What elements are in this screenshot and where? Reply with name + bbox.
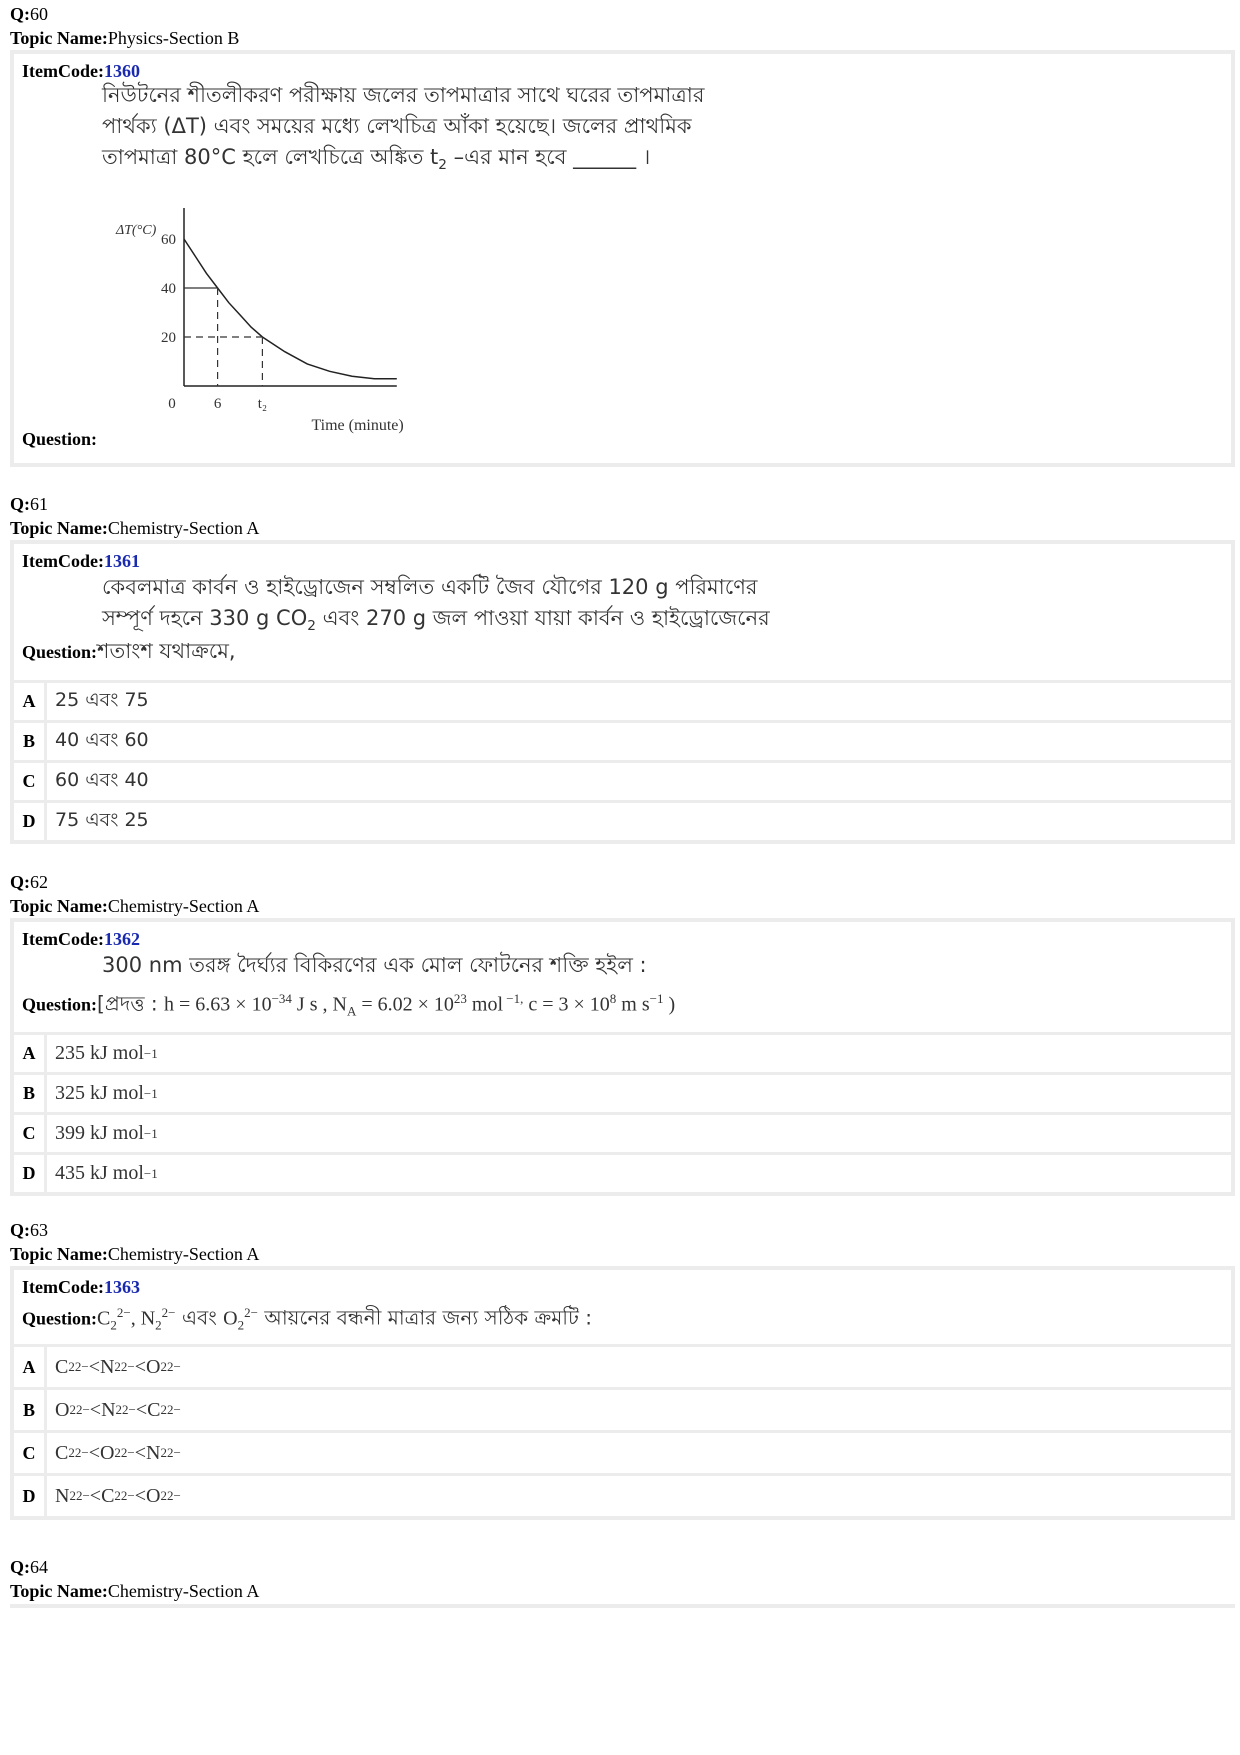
x-tick-label: 6 xyxy=(213,396,222,412)
question-60-card xyxy=(10,50,1235,467)
question-61-card: ItemCode:1361 কেবলমাত্র কার্বন ও হাইড্রোজেন সম্বলিত একটি জৈব যৌগের 120 g পরিমাণের সম্পূর্ণ দহনে 330 g $CO_2$ এবং 270 g জল পাওয়া যায়া কার্বন ও হাইড্রোজেনের Question:শতাংশ যথাক্রমে, A 25 এবং 75 B 40 এবং 60 C 60 এবং 40 D 75 এবং 25 xyxy=(10,540,1235,844)
option-b[interactable]: B O 2 2− < N 2 2− < C 2 2− xyxy=(14,1390,1231,1433)
y-axis-label: ΔT(°C) xyxy=(116,223,157,238)
itemcode-label: ItemCode: xyxy=(22,551,104,571)
question-label: Question: xyxy=(22,642,98,662)
itemcode-label: ItemCode: xyxy=(22,1277,104,1297)
options-list xyxy=(14,1344,1231,1516)
given-constants: Question:[প্রদত্ত : $h = 6.63 \times 10^{-34}$ J s , $N_A = 6.02 \times 10^{23}$ mol $^{-1,}$ $c = 3 \times 10^8$ m $s^{-1}$ ) xyxy=(22,991,676,1019)
options-list xyxy=(14,680,1231,840)
question-62-card xyxy=(10,918,1235,1196)
topic-name: Topic Name:Chemistry-Section A xyxy=(10,1581,260,1601)
question-63-block xyxy=(10,1218,1235,1266)
question-64-block xyxy=(10,1555,1235,1603)
question-60-block xyxy=(10,2,1235,50)
topic-name: Topic Name:Chemistry-Section A xyxy=(10,896,260,916)
option-d[interactable]: D 435 kJ mol −1 xyxy=(14,1155,1231,1192)
options-list xyxy=(14,1032,1231,1192)
option-c[interactable]: C 60 এবং 40 xyxy=(14,763,1231,803)
x-axis-label: Time (minute) xyxy=(311,417,404,434)
option-a[interactable]: A 25 এবং 75 xyxy=(14,683,1231,723)
itemcode-label: ItemCode: xyxy=(22,61,104,81)
question-text: নিউটনের শীতলীকরণ পরীক্ষায় জলের তাপমাত্রার সাথে ঘরের তাপমাত্রার পার্থক্য (ΔT) এবং সময়ের মধ্যে লেখচিত্র আঁকা হয়েছে। জলের প্রাথমিক তাপমাত্রা 80°C হলে লেখচিত্রে অঙ্কিত $t_2$ –এর মান হবে ______ । xyxy=(102,83,705,174)
question-61-block xyxy=(10,492,1235,540)
option-a[interactable]: A C 2 2− < N 2 2− < O 2 2− xyxy=(14,1347,1231,1390)
option-b[interactable]: B 325 kJ mol −1 xyxy=(14,1075,1231,1115)
itemcode-value: 1362 xyxy=(103,929,140,949)
itemcode-value: 1363 xyxy=(103,1277,140,1297)
question-number: Q:60 xyxy=(10,4,48,24)
topic-name: Topic Name:Physics-Section B xyxy=(10,28,240,48)
y-tick-label: 40 xyxy=(161,281,176,297)
question-63-card xyxy=(10,1266,1235,1520)
y-tick-label: 20 xyxy=(161,330,176,346)
question-text: কেবলমাত্র কার্বন ও হাইড্রোজেন সম্বলিত একটি জৈব যৌগের 120 g পরিমাণের সম্পূর্ণ দহনে 330 g $CO_2$ এবং 270 g জল পাওয়া যায়া কার্বন ও হাইড্রোজেনের xyxy=(102,575,770,635)
y-tick-label: 60 xyxy=(161,232,176,248)
option-c[interactable]: C C 2 2− < O 2 2− < N 2 2− xyxy=(14,1433,1231,1476)
itemcode-value: 1361 xyxy=(103,551,140,571)
question-number: Q:64 xyxy=(10,1557,48,1577)
x-tick-label: t₂ xyxy=(257,396,268,412)
cooling-curve xyxy=(184,239,397,379)
question-label: Question: xyxy=(22,994,98,1015)
question-label: Question: xyxy=(22,429,98,449)
option-b[interactable]: B 40 এবং 60 xyxy=(14,723,1231,763)
option-a[interactable]: A 235 kJ mol −1 xyxy=(14,1035,1231,1075)
question-label: Question: xyxy=(22,1308,98,1329)
x-tick-label: 0 xyxy=(168,396,176,412)
itemcode-label: ItemCode: xyxy=(22,929,104,949)
question-number: Q:62 xyxy=(10,872,48,892)
itemcode-value: 1360 xyxy=(103,61,140,81)
question-number: Q:63 xyxy=(10,1220,48,1240)
divider xyxy=(10,1604,1235,1608)
question-text: 300 nm তরঙ্গ দৈর্ঘ্যর বিকিরণের এক মোল ফোটনের শক্তি হইল : xyxy=(102,953,647,977)
topic-name: Topic Name:Chemistry-Section A xyxy=(10,518,260,538)
option-d[interactable]: D 75 এবং 25 xyxy=(14,803,1231,840)
question-62-block xyxy=(10,870,1235,918)
question-number: Q:61 xyxy=(10,494,48,514)
question-text: $Question:C_2^{2-}$, $N_2^{2-}$ এবং $O_2^{2-}$ আয়নের বন্ধনী মাত্রার জন্য সঠিক ক্রমটি : xyxy=(22,1305,593,1333)
option-c[interactable]: C 399 kJ mol −1 xyxy=(14,1115,1231,1155)
cooling-graph xyxy=(94,194,454,444)
option-d[interactable]: D N 2 2− < C 2 2− < O 2 2− xyxy=(14,1476,1231,1516)
topic-name: Topic Name:Chemistry-Section A xyxy=(10,1244,260,1264)
